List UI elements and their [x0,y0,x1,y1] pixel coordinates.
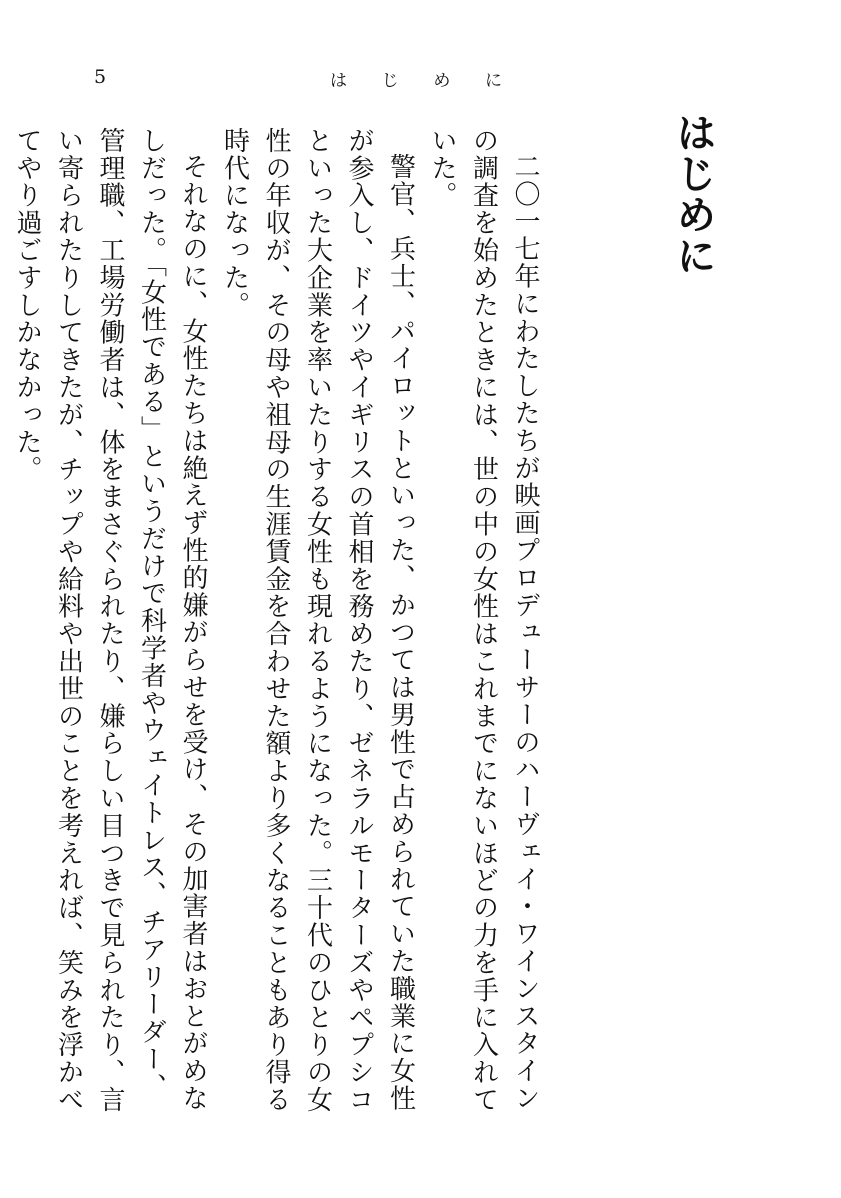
paragraph: 警官、兵士、パイロットといった、かつては男性で占められていた職業に女性が参入し、ドイツやイギリスの首相を務めたり、ゼネラルモーターズやペプシコといった大企業を率いたりする女性も現れるようになった。三十代のひとりの女性の年収が、その母や祖母の生涯賃金を合わせた額より多くなることもあり得る時代になった。 [219,127,416,1114]
paragraph: それなのに、女性たちは絶えず性的嫌がらせを受け、その加害者はおとがめなしだった。「女性である」というだけで科学者やウェイトレス、チアリーダー、管理職、工場労働者は、体をまさぐられたり、嫌らしい目つきで見られたり、言い寄られたりしてきたが、チップや給料や出世のことを考えれば、笑みを浮かべてやり過ごすしかなかった。 [12,127,208,1114]
running-head-char: め [433,71,451,91]
running-head-char: じ [381,71,399,91]
running-head [330,66,502,91]
chapter-title: はじめに [670,112,717,276]
running-head-char: に [484,71,502,91]
page-number: 5 [94,66,107,88]
paragraph: 二〇一七年にわたしたちが映画プロデューサーのハーヴェイ・ワインスタインの調査を始めたときには、世の中の女性はこれまでにないほどの力を手に入れていた。 [427,127,540,1114]
body-text [12,127,545,1127]
running-head-char: は [330,71,347,91]
